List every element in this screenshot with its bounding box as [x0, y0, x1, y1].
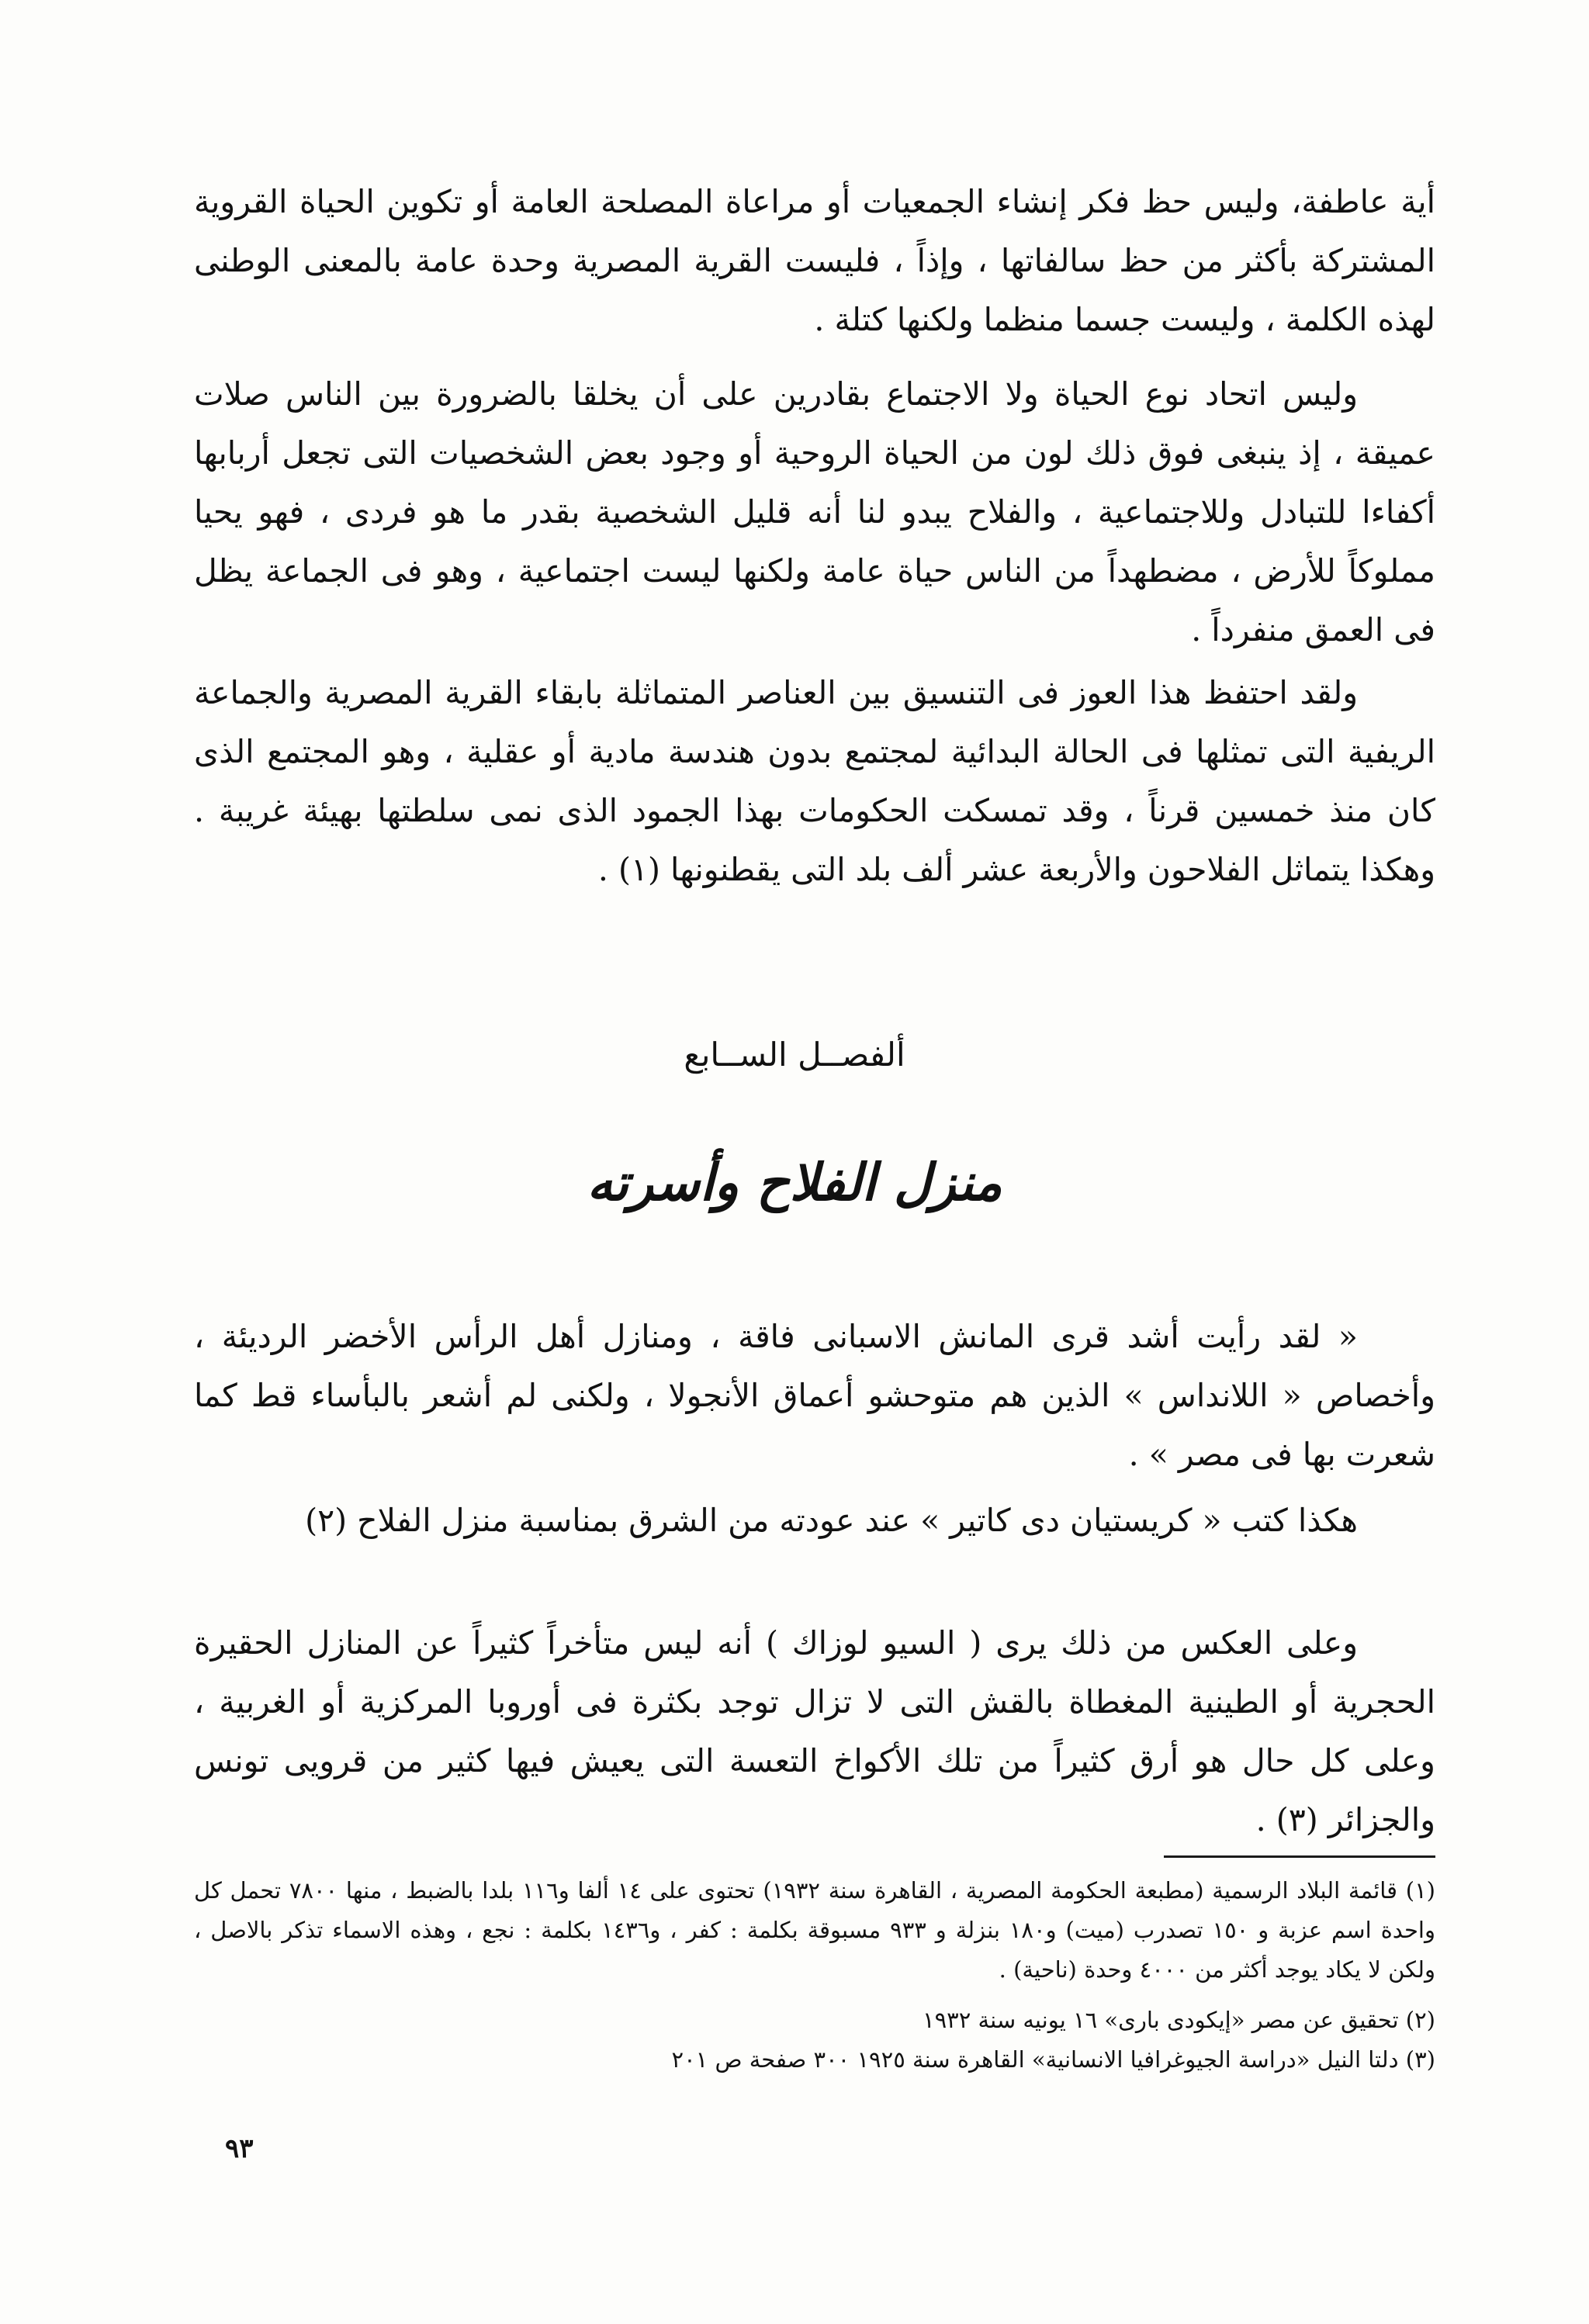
page-number: ٩٣ [225, 2133, 254, 2164]
footnote-1: (١) قائمة البلاد الرسمية (مطبعة الحكومة المصرية ، القاهرة سنة ١٩٣٢) تحتوى على ١٤ ألفا و١١٦ بلدا بالضبط ، منها ٧٨٠٠ تحمل كل واحدة اسم عزبة و ١٥٠ تصدرب (ميت) و١٨٠ بنزلة و ٩٣٣ مسبوقة بكلمة : كفر ، و١٤٣٦ بكلمة : نجع ، وهذه الاسماء تذكر بالاصل ، ولكن لا يكاد يوجد أكثر من ٤٠٠٠ وحدة (ناحية) . [194, 1877, 1435, 1983]
paragraph-1: أية عاطفة، وليس حظ فكر إنشاء الجمعيات أو مراعاة المصلحة العامة أو تكوين الحياة القروية المشتركة بأكثر من حظ سالفاتها ، وإذاً ، فليست القرية المصرية وحدة عامة بالمعنى الوطنى لهذه الكلمة ، وليست جسما منظما ولكنها كتلة . [194, 183, 1435, 338]
chapter-paragraph-2: هكذا كتب « كريستيان دى كاتير » عند عودته من الشرق بمناسبة منزل الفلاح (٢) [305, 1502, 1358, 1539]
chapter-title: منزل الفلاح وأسرته [587, 1152, 1002, 1212]
chapter-label: ألفصــل الســابع [684, 1036, 905, 1074]
footnote-3: (٣) دلتا النيل «دراسة الجيوغرافيا الانسانية» القاهرة سنة ١٩٢٥ ٣٠٠ صفحة ص ٢٠١ [671, 2046, 1435, 2073]
chapter-paragraph-3: وعلى العكس من ذلك يرى ( السيو لوزاك ) أنه ليس متأخراً كثيراً عن المنازل الحقيرة الحجرية أو الطينية المغطاة بالقش التى لا تزال توجد بكثرة فى أوروبا المركزية أو الغربية ، وعلى كل حال هو أرق كثيراً من تلك الأكواخ التعسة التى يعيش فيها كثير من قرويى تونس والجزائر (٣) . [194, 1624, 1435, 1838]
chapter-paragraph-1: « لقد رأيت أشد قرى المانش الاسبانى فاقة ، ومنازل أهل الرأس الأخضر الرديئة ، وأخصاص « اللانداس » الذين هم متوحشو أعماق الأنجولا ، ولكنى لم أشعر بالبأساء قط كما شعرت بها فى مصر » . [194, 1318, 1435, 1473]
paragraph-2: وليس اتحاد نوع الحياة ولا الاجتماع بقادرين على أن يخلقا بالضرورة بين الناس صلات عميقة ، إذ ينبغى فوق ذلك لون من الحياة الروحية أو وجود بعض الشخصيات التى تجعل أربابها أكفاءا للتبادل وللاجتماعية ، والفلاح يبدو لنا أنه قليل الشخصية بقدر ما هو فردى ، فهو يحيا مملوكاً للأرض ، مضطهداً من الناس حياة عامة ولكنها ليست اجتماعية ، وهو فى الجماعة يظل فى العمق منفرداً . [194, 375, 1435, 648]
footnotes [194, 1871, 1435, 2080]
paragraph-3: ولقد احتفظ هذا العوز فى التنسيق بين العناصر المتماثلة بابقاء القرية المصرية والجماعة الريفية التى تمثلها فى الحالة البدائية لمجتمع بدون هندسة مادية أو عقلية ، وهو المجتمع الذى كان منذ خمسين قرناً ، وقد تمسكت الحكومات بهذا الجمود الذى نمى سلطتها بهيئة غريبة . وهكذا يتماثل الفلاحون والأربعة عشر ألف بلد التى يقطنونها (١) . [194, 674, 1435, 888]
footnote-divider [1164, 1855, 1435, 1858]
footnote-2: (٢) تحقيق عن مصر «إيكودى بارى» ١٦ يونيه سنة ١٩٣٢ [923, 2007, 1435, 2033]
